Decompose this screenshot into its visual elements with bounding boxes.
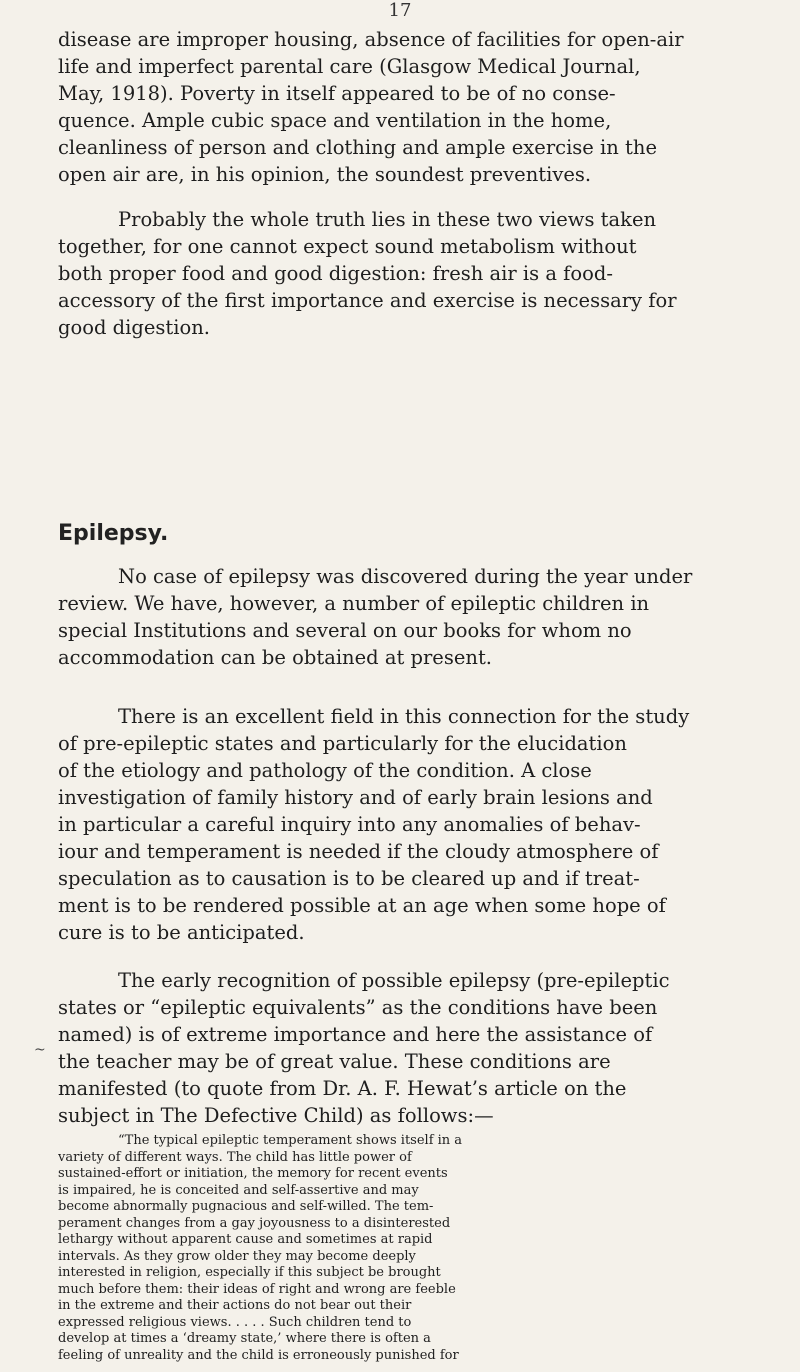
text-line: interested in religion, especially if this subject be brought	[58, 1265, 441, 1280]
text-line: No case of epilepsy was discovered during the year under	[118, 565, 693, 588]
text-line: of pre-epileptic states and particularly for the elucidation	[58, 732, 627, 755]
text-line: quence. Ample cubic space and ventilation in the home,	[58, 109, 612, 132]
text-line: intervals. As they grow older they may become deeply	[58, 1248, 416, 1264]
text-line: of the etiology and pathology of the condition. A close	[58, 759, 592, 782]
text-line: cure is to be anticipated.	[58, 921, 305, 944]
margin-mark: ~	[34, 1042, 46, 1058]
text-line: the teacher may be of great value. These conditions are	[58, 1050, 611, 1073]
text-line: feeling of unreality and the child is erroneously punished for	[58, 1347, 459, 1363]
paragraph-1	[58, 26, 740, 188]
text-line: subject in The Defective Child) as follows:—	[58, 1104, 494, 1127]
text-line: variety of different ways. The child has little power of	[58, 1149, 412, 1165]
text-line: Probably the whole truth lies in these two views taken	[118, 208, 657, 231]
text-line: The early recognition of possible epilepsy (pre-epileptic	[118, 969, 670, 992]
text-line: manifested (to quote from Dr. A. F. Hewat’s article on the	[58, 1077, 627, 1100]
text-line: There is an excellent field in this connection for the study	[118, 705, 690, 728]
text-line: good digestion.	[58, 316, 210, 339]
paragraph-2	[58, 206, 740, 341]
text-line: states or “epileptic equivalents” as the conditions have been	[58, 996, 658, 1019]
text-line: May, 1918). Poverty in itself appeared to be of no conse-	[58, 82, 616, 105]
text-line: sustained-effort or initiation, the memory for recent events	[58, 1166, 448, 1181]
text-line: in the extreme and their actions do not bear out their	[58, 1298, 412, 1313]
text-line: perament changes from a gay joyousness to a disinterested	[58, 1215, 451, 1231]
text-line: expressed religious views. . . . . Such children tend to	[58, 1314, 412, 1330]
text-line: accessory of the first importance and exercise is necessary for	[58, 289, 677, 312]
text-line: accommodation can be obtained at present.	[58, 646, 492, 669]
text-line: review. We have, however, a number of epileptic children in	[58, 592, 650, 615]
text-line: investigation of family history and of early brain lesions and	[58, 786, 653, 809]
text-line: much before them: their ideas of right and wrong are feeble	[58, 1281, 456, 1297]
paragraph-3	[58, 563, 740, 671]
text-line: disease are improper housing, absence of facilities for open-air	[58, 28, 684, 51]
paragraph-5	[58, 967, 740, 1129]
text-line: lethargy without apparent cause and sometimes at rapid	[58, 1232, 433, 1247]
text-line: is impaired, he is conceited and self-assertive and may	[58, 1182, 419, 1198]
text-line: life and imperfect parental care (Glasgow Medical Journal,	[58, 55, 641, 78]
text-line: speculation as to causation is to be cleared up and if treat-	[58, 867, 640, 890]
page-number: 17	[388, 0, 412, 21]
text-line: special Institutions and several on our books for whom no	[58, 619, 632, 642]
paragraph-4	[58, 703, 740, 946]
text-line: both proper food and good digestion: fresh air is a food-	[58, 262, 613, 285]
text-line: cleanliness of person and clothing and ample exercise in the	[58, 136, 657, 159]
text-line: open air are, in his opinion, the soundest preventives.	[58, 163, 592, 186]
quotation-paragraph	[58, 1133, 740, 1364]
text-line: ment is to be rendered possible at an age when some hope of	[58, 894, 666, 917]
section-heading-epilepsy: Epilepsy.	[58, 521, 169, 546]
text-line: develop at times a ‘dreamy state,’ where there is often a	[58, 1331, 431, 1346]
text-line: become abnormally pugnacious and self-willed. The tem-	[58, 1199, 434, 1214]
text-line: in particular a careful inquiry into any anomalies of behav-	[58, 813, 641, 836]
text-line: iour and temperament is needed if the cloudy atmosphere of	[58, 840, 659, 863]
text-line: “The typical epileptic temperament shows itself in a	[118, 1133, 463, 1148]
text-line: named) is of extreme importance and here the assistance of	[58, 1023, 653, 1046]
text-line: together, for one cannot expect sound metabolism without	[58, 235, 637, 258]
